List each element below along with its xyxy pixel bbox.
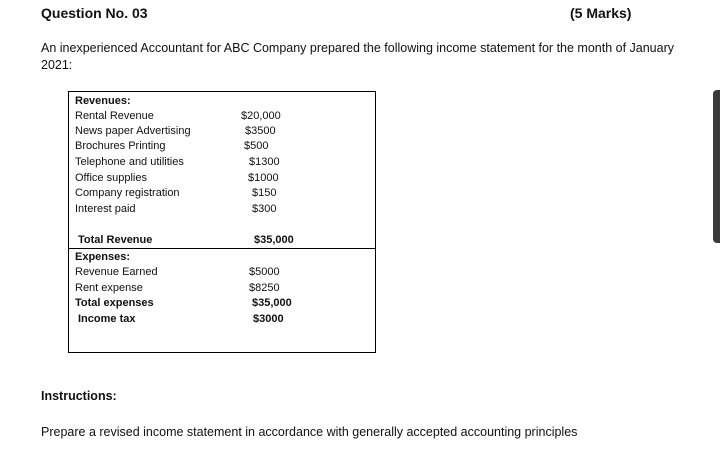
expense-item-value: $8250 [249, 282, 280, 294]
income-tax-value: $3000 [253, 313, 284, 325]
revenue-item-value: $500 [244, 140, 269, 152]
expense-item-label: Revenue Earned [75, 266, 158, 278]
total-expenses-value: $35,000 [252, 297, 292, 309]
revenue-item-value: $3500 [245, 125, 276, 137]
revenue-item-value: $20,000 [241, 110, 281, 122]
expenses-heading: Expenses: [75, 251, 131, 263]
revenue-item-label: Brochures Printing [75, 140, 166, 152]
revenue-item-value: $150 [252, 187, 277, 199]
revenues-heading: Revenues: [75, 95, 131, 107]
question-marks: (5 Marks) [570, 5, 632, 21]
revenue-item-label: Rental Revenue [75, 110, 154, 122]
question-intro: An inexperienced Accountant for ABC Company prepared the following income statement for the month of January 2021: [41, 41, 675, 72]
revenue-item-label: News paper Advertising [75, 125, 191, 137]
revenue-item-value: $1000 [248, 172, 279, 184]
income-tax-label: Income tax [78, 313, 136, 325]
revenue-item-label: Office supplies [75, 172, 147, 184]
expense-item-label: Rent expense [75, 282, 143, 294]
question-title: Question No. 03 [41, 5, 148, 21]
instructions-title: Instructions: [41, 389, 117, 403]
statement-divider [68, 248, 376, 249]
vertical-scrollbar[interactable] [713, 90, 720, 243]
revenue-item-label: Interest paid [75, 203, 136, 215]
total-revenue-label: Total Revenue [78, 234, 153, 246]
total-revenue-value: $35,000 [254, 234, 294, 246]
revenue-item-label: Telephone and utilities [75, 156, 184, 168]
expense-item-value: $5000 [249, 266, 280, 278]
total-expenses-label: Total expenses [75, 297, 154, 309]
revenue-item-label: Company registration [75, 187, 180, 199]
revenue-item-value: $300 [252, 203, 277, 215]
instructions-text: Prepare a revised income statement in accordance with generally accepted accounting principles [41, 425, 578, 439]
revenue-item-value: $1300 [249, 156, 280, 168]
